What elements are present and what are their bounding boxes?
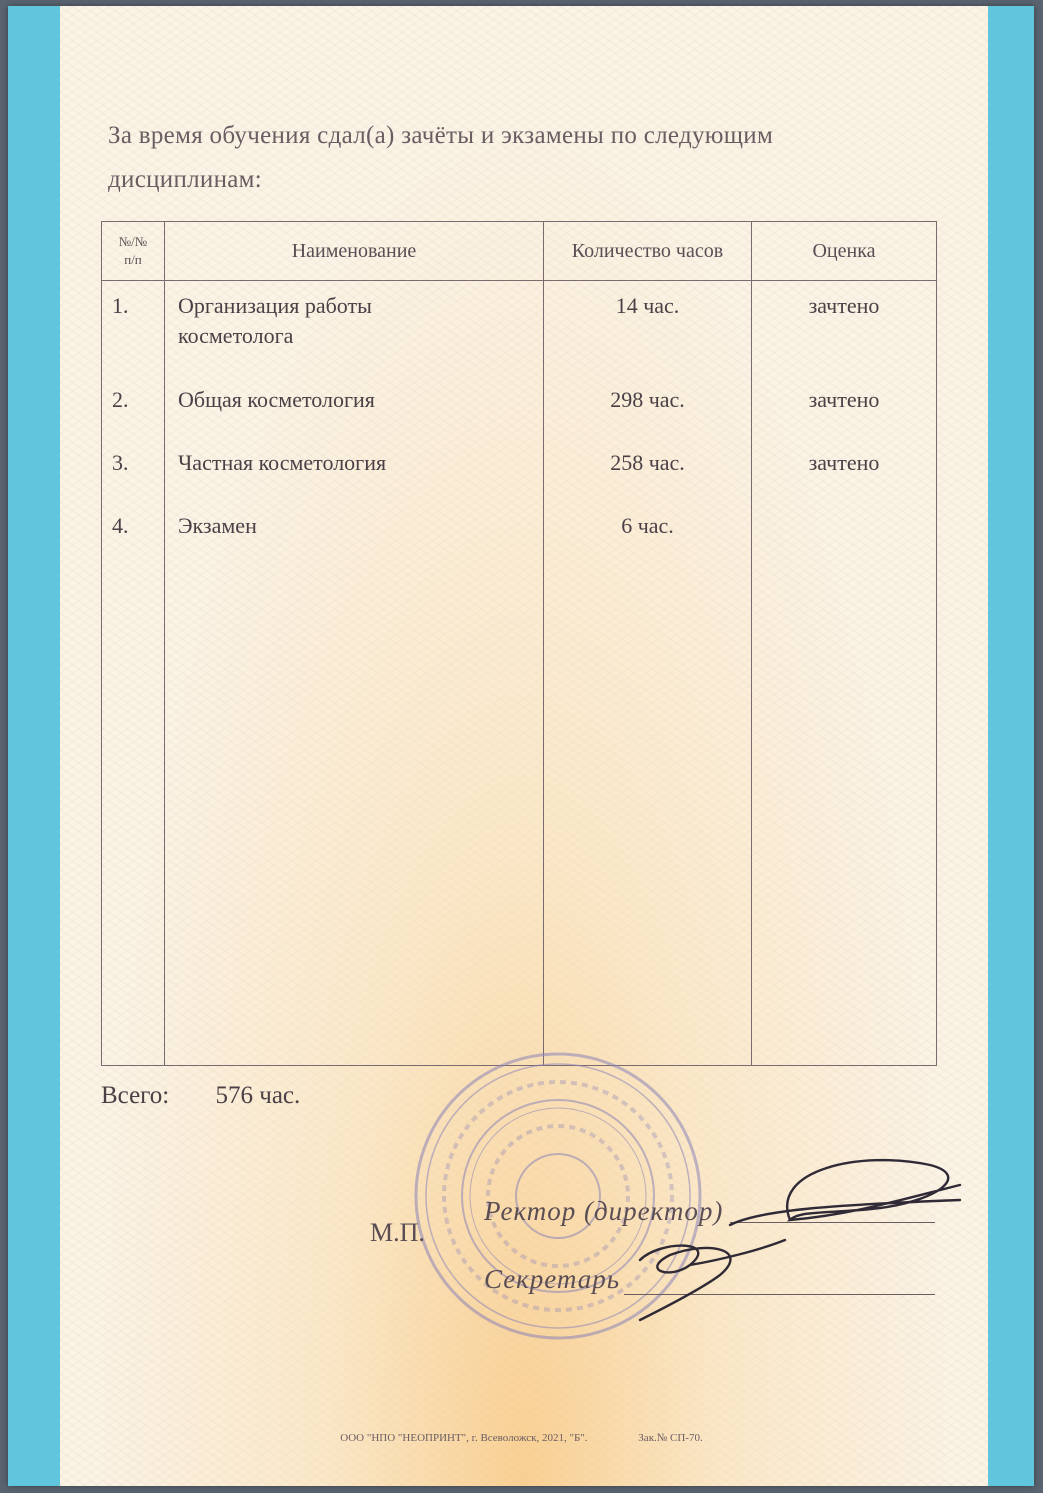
row-number: 1.: [102, 281, 165, 378]
row-grade: [752, 503, 937, 566]
row-grade: зачтено: [752, 377, 937, 440]
row-number: 2.: [102, 377, 165, 440]
intro-line-2: дисциплинам:: [108, 166, 263, 193]
row-grade: зачтено: [752, 281, 937, 378]
header-grade: Оценка: [752, 222, 937, 281]
handwritten-signature-icon: [600, 1140, 980, 1340]
table-empty-row: [102, 566, 937, 1066]
table-row: [102, 377, 937, 440]
printer-imprint: [0, 1432, 1043, 1444]
row-hours: 14 час.: [544, 281, 752, 378]
total-value: 576 час.: [215, 1082, 301, 1109]
header-name: Наименование: [165, 222, 544, 281]
row-subject: Экзамен: [165, 503, 544, 566]
intro-line-1: За время обучения сдал(а) зачёты и экзамены по следующим: [108, 122, 774, 149]
secretary-label: Секретарь: [484, 1264, 621, 1294]
intro-text: [108, 114, 928, 202]
row-hours: 258 час.: [544, 440, 752, 503]
rector-label: Ректор (директор): [484, 1196, 724, 1226]
order-number: Зак.№ СП-70.: [638, 1432, 703, 1444]
row-hours: 298 час.: [544, 377, 752, 440]
table-header-row: [102, 222, 937, 281]
row-grade: зачтено: [752, 440, 937, 503]
seal-place-label: М.П.: [370, 1218, 425, 1247]
row-hours: 6 час.: [544, 503, 752, 566]
row-subject: Организация работы косметолога: [165, 281, 544, 378]
grades-table: [101, 221, 937, 1066]
total-label: Всего:: [101, 1082, 170, 1109]
row-subject: Частная косметология: [165, 440, 544, 503]
header-hours: Количество часов: [544, 222, 752, 281]
table-row: [102, 503, 937, 566]
table-row: [102, 281, 937, 378]
row-number: 3.: [102, 440, 165, 503]
total-hours: [101, 1082, 300, 1110]
row-subject: Общая косметология: [165, 377, 544, 440]
row-number: 4.: [102, 503, 165, 566]
table-row: [102, 440, 937, 503]
printer-info: ООО "НПО "НЕОПРИНТ", г. Всеволожск, 2021, "Б".: [340, 1432, 588, 1444]
header-number: №/№ п/п: [102, 222, 165, 281]
